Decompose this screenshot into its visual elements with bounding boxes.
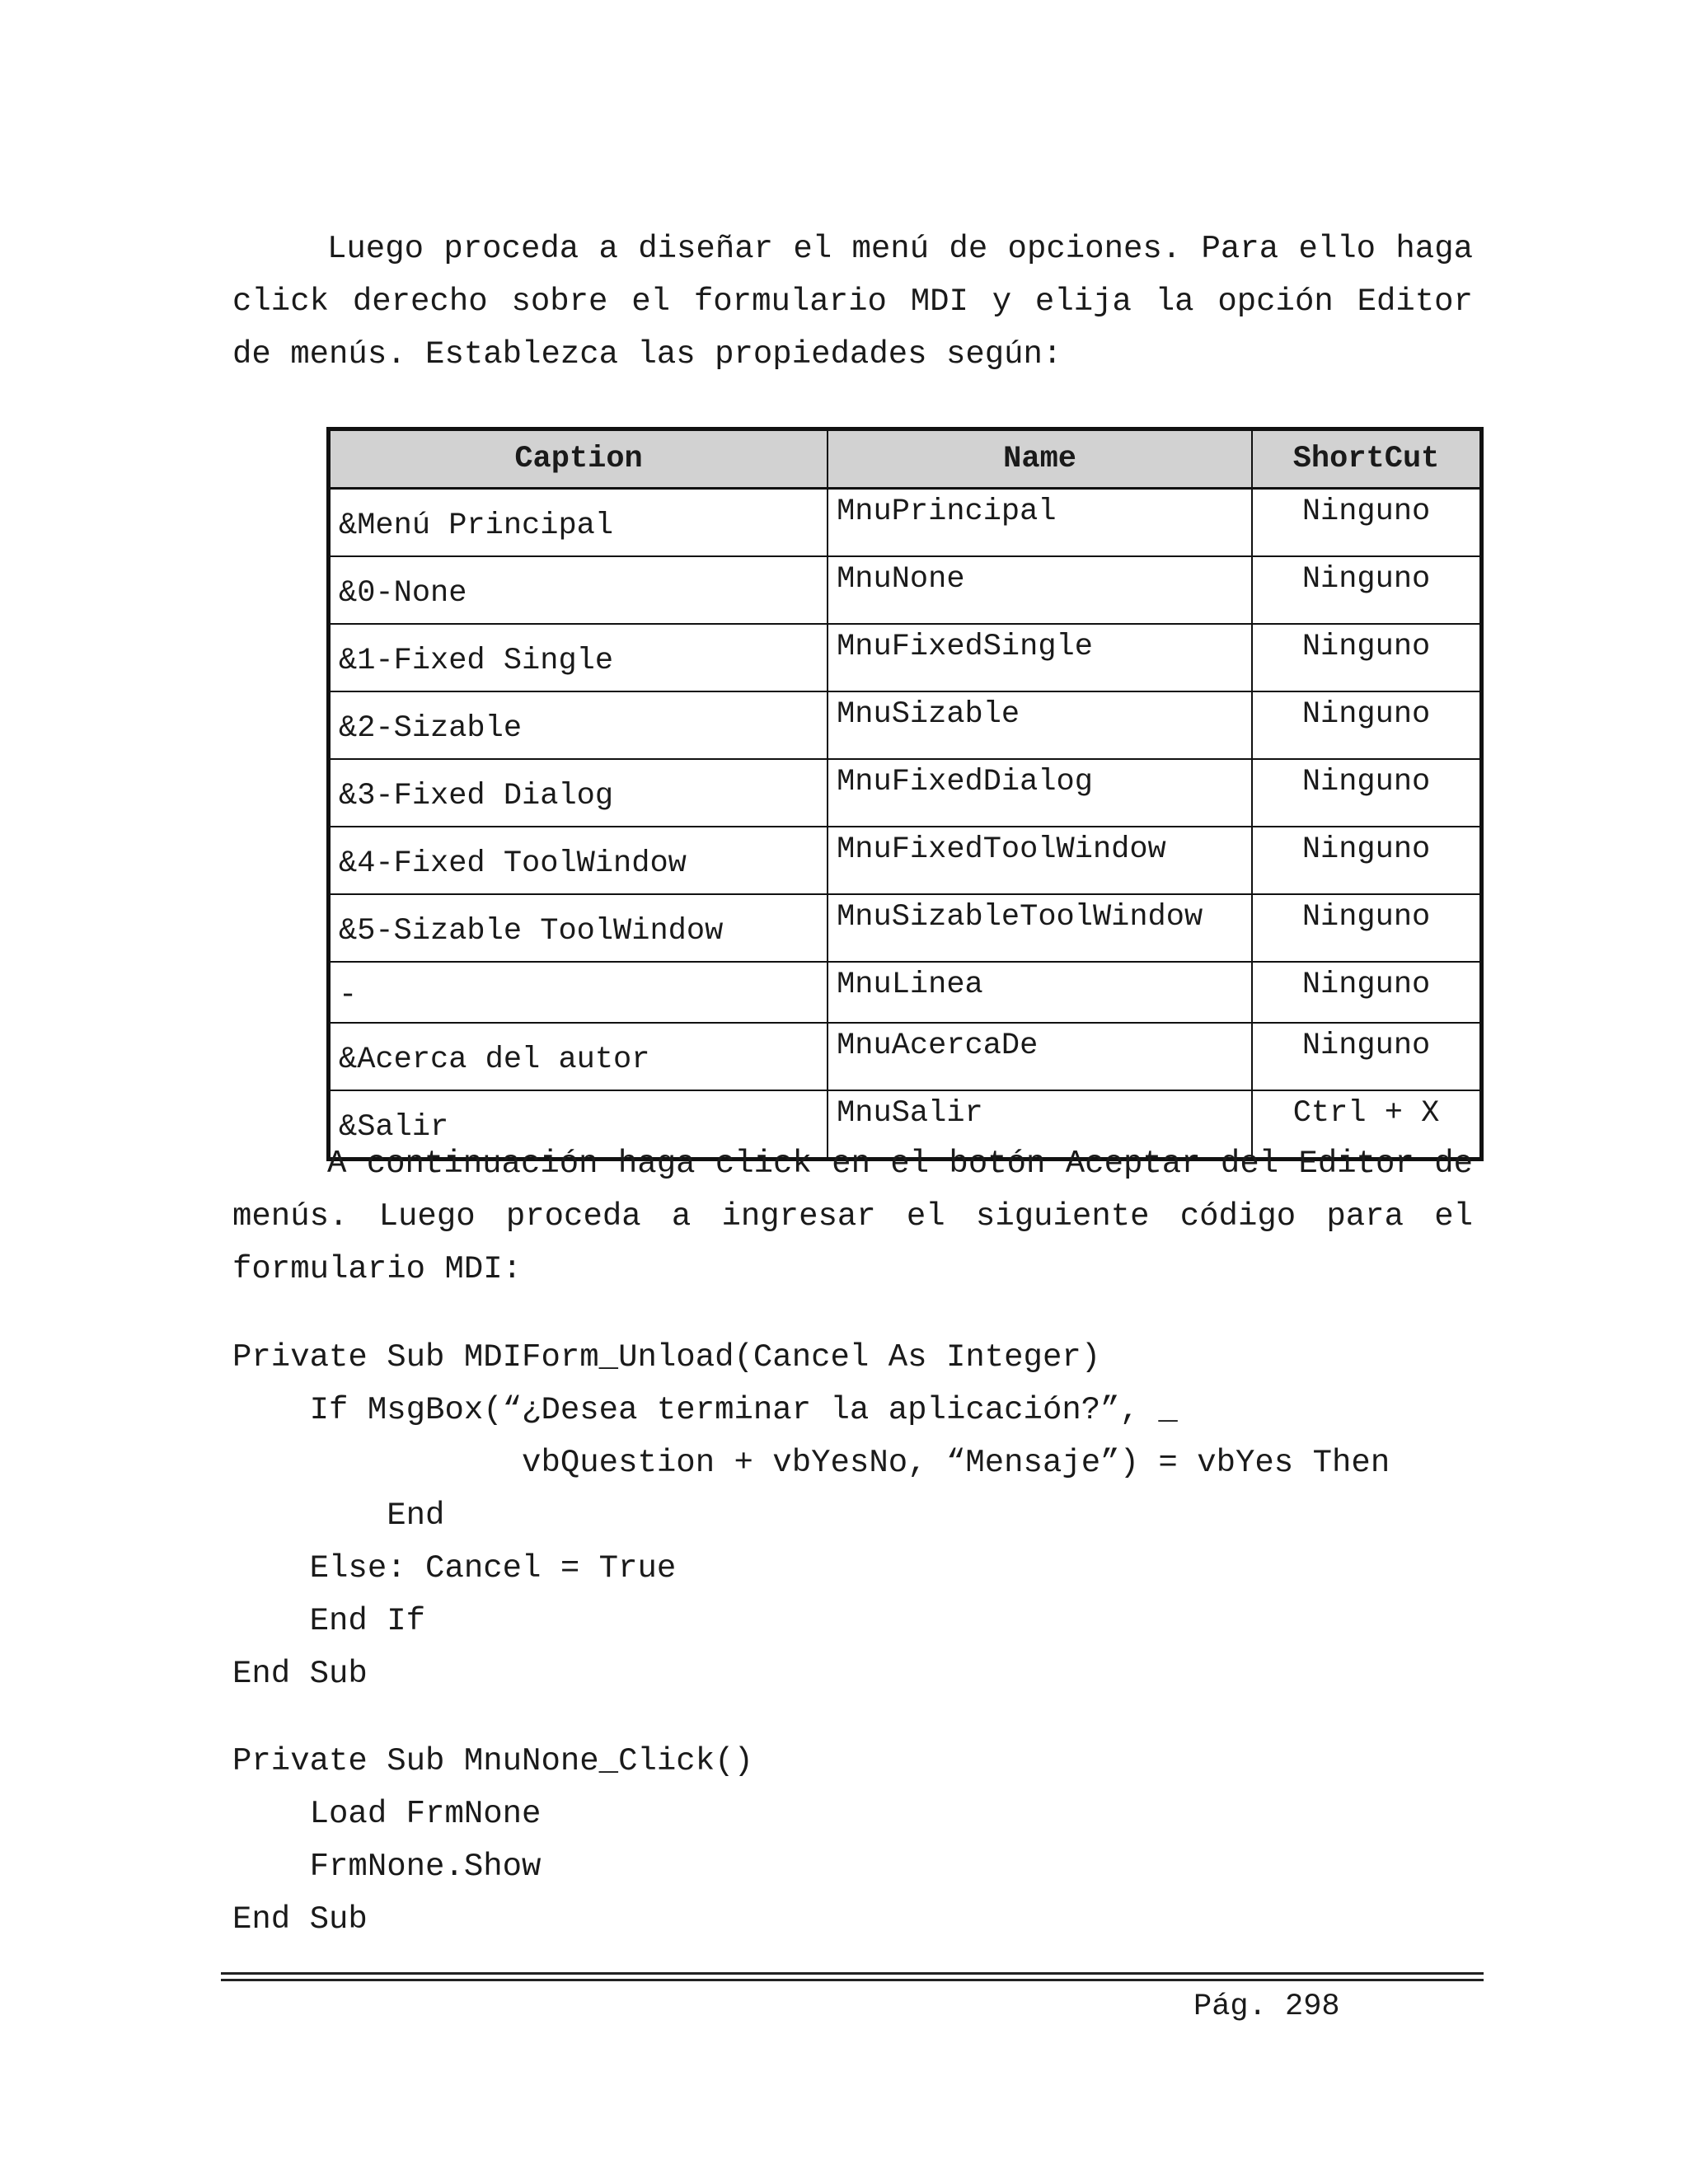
caption-cell: &Acerca del autor: [329, 1023, 828, 1090]
name-cell: MnuSalir: [828, 1090, 1252, 1160]
shortcut-cell: Ninguno: [1252, 624, 1481, 691]
caption-cell: -: [329, 962, 828, 1023]
name-cell: MnuFixedDialog: [828, 759, 1252, 827]
code-block-mnunone-click: Private Sub MnuNone_Click() Load FrmNone FrmNone.Show End Sub: [232, 1743, 753, 1938]
table-row: [329, 962, 1482, 1023]
shortcut-cell: Ninguno: [1252, 827, 1481, 894]
header-caption: Caption: [329, 429, 828, 489]
caption-cell: &2-Sizable: [329, 691, 828, 759]
table-row: [329, 1023, 1482, 1090]
shortcut-cell: Ninguno: [1252, 489, 1481, 557]
caption-cell: &4-Fixed ToolWindow: [329, 827, 828, 894]
page-number: Pág. 298: [1193, 1990, 1340, 2024]
caption-cell: &5-Sizable ToolWindow: [329, 894, 828, 962]
name-cell: MnuNone: [828, 556, 1252, 624]
name-cell: MnuPrincipal: [828, 489, 1252, 557]
name-cell: MnuLinea: [828, 962, 1252, 1023]
table-row: [329, 489, 1482, 557]
table-row: [329, 827, 1482, 894]
name-cell: MnuSizable: [828, 691, 1252, 759]
name-cell: MnuAcercaDe: [828, 1023, 1252, 1090]
name-cell: MnuFixedToolWindow: [828, 827, 1252, 894]
footer-rule-top: [221, 1972, 1484, 1975]
table-row: [329, 556, 1482, 624]
continuation-paragraph: A continuación haga click en el botón Aceptar del Editor de menús. Luego proceda a ingresar el siguiente código para el formulario MDI:: [232, 1146, 1473, 1287]
shortcut-cell: Ninguno: [1252, 556, 1481, 624]
footer-rule-bottom: [221, 1979, 1484, 1981]
shortcut-cell: Ninguno: [1252, 894, 1481, 962]
table-row: [329, 894, 1482, 962]
table-header-row: [329, 429, 1482, 489]
caption-cell: &1-Fixed Single: [329, 624, 828, 691]
shortcut-cell: Ninguno: [1252, 962, 1481, 1023]
shortcut-cell: Ninguno: [1252, 1023, 1481, 1090]
menu-properties-table: [326, 427, 1484, 1161]
name-cell: MnuFixedSingle: [828, 624, 1252, 691]
table-row: [329, 691, 1482, 759]
table-row: [329, 624, 1482, 691]
caption-cell: &Menú Principal: [329, 489, 828, 557]
intro-paragraph: Luego proceda a diseñar el menú de opciones. Para ello haga click derecho sobre el formulario MDI y elija la opción Editor de menús. Establezca las propiedades según:: [232, 231, 1473, 373]
shortcut-cell: Ctrl + X: [1252, 1090, 1481, 1160]
caption-cell: &0-None: [329, 556, 828, 624]
shortcut-cell: Ninguno: [1252, 759, 1481, 827]
table-row: [329, 759, 1482, 827]
header-shortcut: ShortCut: [1252, 429, 1481, 489]
caption-cell: &3-Fixed Dialog: [329, 759, 828, 827]
caption-cell: &Salir: [329, 1090, 828, 1160]
header-name: Name: [828, 429, 1252, 489]
code-block-mdiform-unload: Private Sub MDIForm_Unload(Cancel As Integer) If MsgBox(“¿Desea terminar la aplicación?”, _ vbQuestion + vbYesNo, “Mensaje”) = vbYes Then End Else: Cancel = True End If End Sub: [232, 1339, 1390, 1692]
name-cell: MnuSizableToolWindow: [828, 894, 1252, 962]
shortcut-cell: Ninguno: [1252, 691, 1481, 759]
